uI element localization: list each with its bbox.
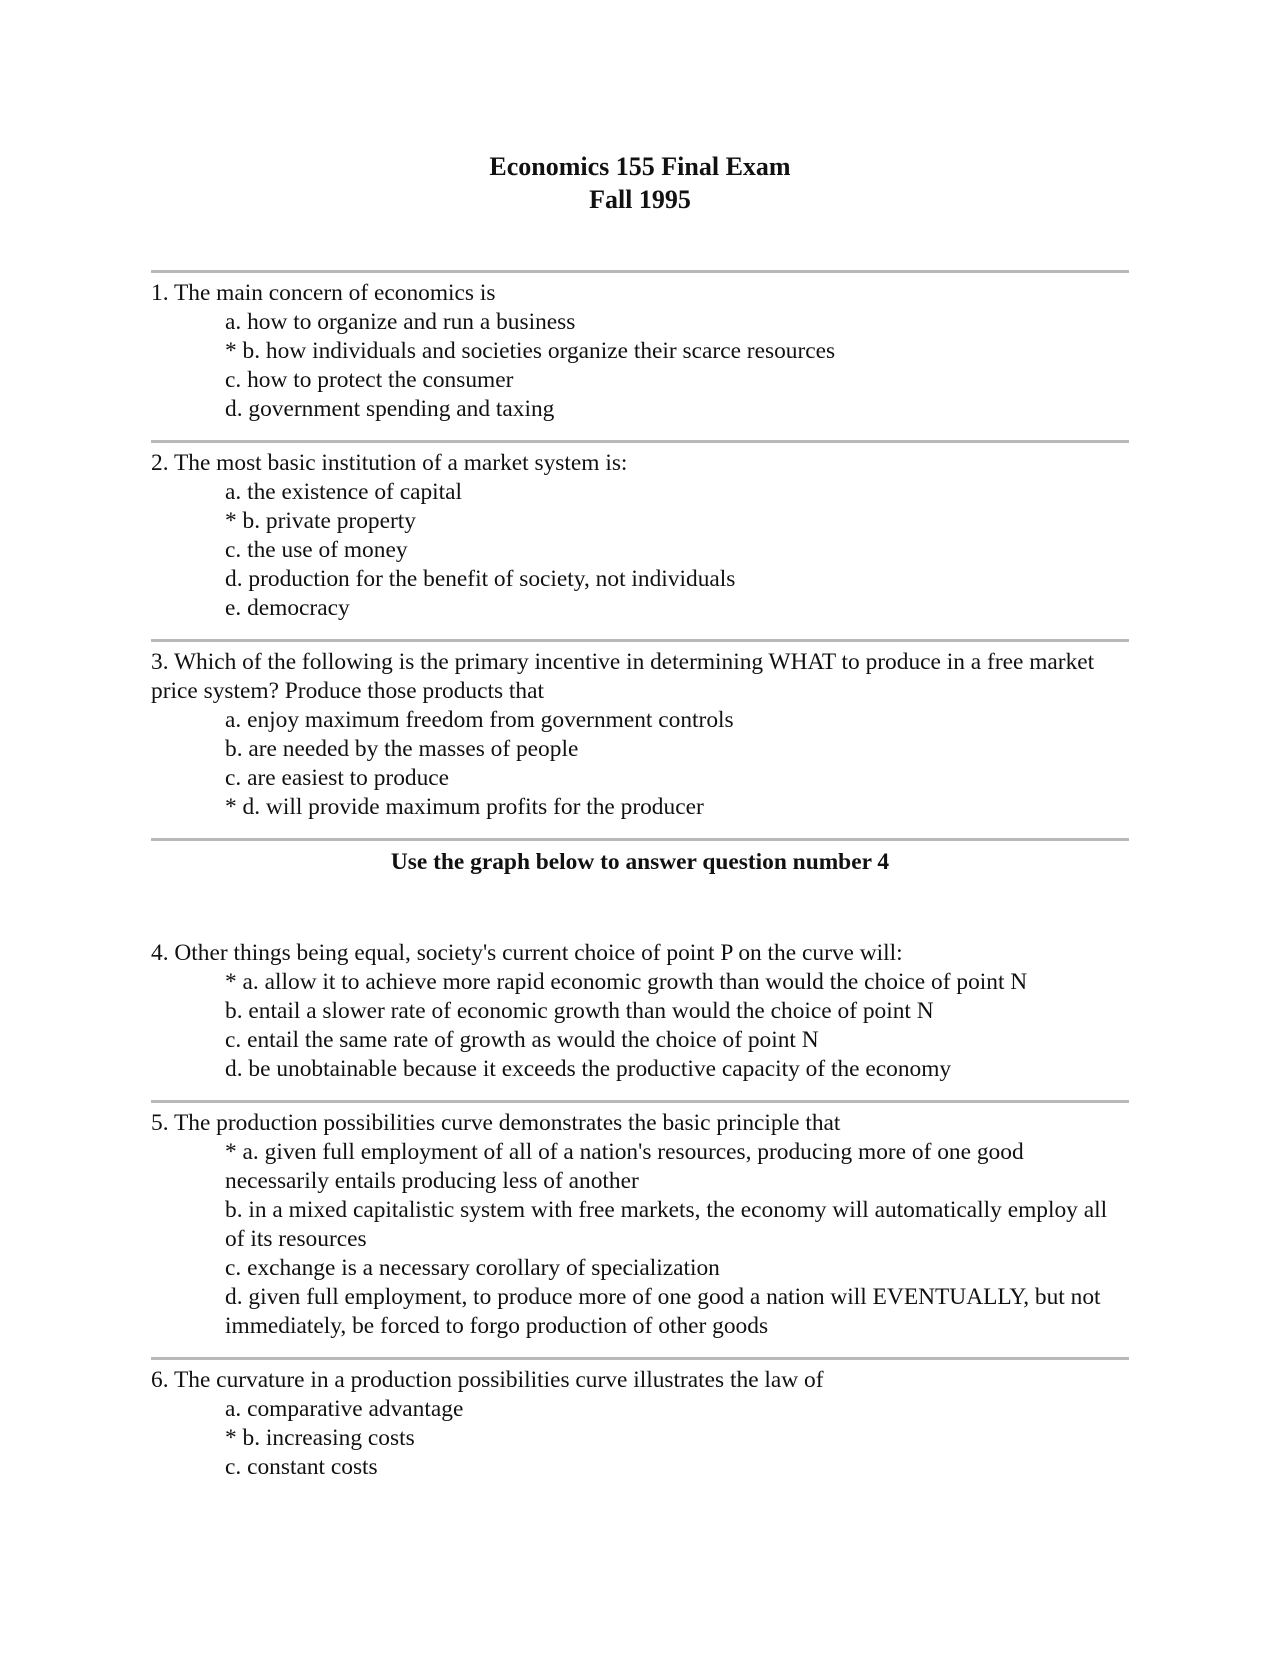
question-stem: 6. The curvature in a production possibilities curve illustrates the law of xyxy=(151,1367,824,1393)
exam-page xyxy=(151,150,1129,1498)
question-stem: 3. Which of the following is the primary incentive in determining WHAT to produce in a free market price system? Produce those products that xyxy=(151,649,1095,704)
answer-option: c. the use of money xyxy=(225,537,408,563)
title-line-2: Fall 1995 xyxy=(589,185,691,214)
answer-option: d. government spending and taxing xyxy=(225,396,555,422)
answer-option: c. are easiest to produce xyxy=(225,765,450,791)
question-stem: 5. The production possibilities curve demonstrates the basic principle that xyxy=(151,1110,841,1136)
answer-option-correct: * b. private property xyxy=(225,508,416,534)
question-1 xyxy=(151,273,1129,440)
answer-option: b. entail a slower rate of economic growth than would the choice of point N xyxy=(225,998,934,1024)
question-4 xyxy=(151,933,1129,1100)
answer-option: b. in a mixed capitalistic system with free markets, the economy will automatically employ all of its resources xyxy=(225,1197,1108,1252)
question-stem: 4. Other things being equal, society's current choice of point P on the curve will: xyxy=(151,940,903,966)
answer-option: a. the existence of capital xyxy=(225,479,463,505)
answer-option: a. comparative advantage xyxy=(225,1396,464,1422)
answer-option: d. given full employment, to produce more of one good a nation will EVENTUALLY, but not immediately, be forced to forgo production of other goods xyxy=(225,1284,1101,1339)
answer-option-correct: * b. increasing costs xyxy=(225,1425,415,1451)
answer-option-correct: * d. will provide maximum profits for the producer xyxy=(225,794,704,820)
title-line-1: Economics 155 Final Exam xyxy=(489,152,791,181)
graph-instruction: Use the graph below to answer question number 4 xyxy=(390,849,890,875)
question-3 xyxy=(151,642,1129,838)
answer-option: b. are needed by the masses of people xyxy=(225,736,579,762)
answer-option-correct: * b. how individuals and societies organize their scarce resources xyxy=(225,338,836,364)
exam-title xyxy=(151,150,1129,216)
answer-option-correct: * a. allow it to achieve more rapid economic growth than would the choice of point N xyxy=(225,969,1028,995)
question-stem: 1. The main concern of economics is xyxy=(151,280,496,306)
answer-option: c. constant costs xyxy=(225,1454,378,1480)
answer-option: a. enjoy maximum freedom from government controls xyxy=(225,707,734,733)
answer-option: c. exchange is a necessary corollary of specialization xyxy=(225,1255,720,1281)
question-2 xyxy=(151,443,1129,639)
question-5 xyxy=(151,1103,1129,1357)
answer-option: d. be unobtainable because it exceeds the productive capacity of the economy xyxy=(225,1056,952,1082)
answer-option: a. how to organize and run a business xyxy=(225,309,576,335)
answer-option: c. how to protect the consumer xyxy=(225,367,514,393)
answer-option: d. production for the benefit of society, not individuals xyxy=(225,566,736,592)
answer-option: e. democracy xyxy=(225,595,350,621)
question-6 xyxy=(151,1360,1129,1498)
question-stem: 2. The most basic institution of a market system is: xyxy=(151,450,628,476)
answer-option: c. entail the same rate of growth as would the choice of point N xyxy=(225,1027,819,1053)
answer-option-correct: * a. given full employment of all of a nation's resources, producing more of one good necessarily entails producing less of another xyxy=(225,1139,1024,1194)
